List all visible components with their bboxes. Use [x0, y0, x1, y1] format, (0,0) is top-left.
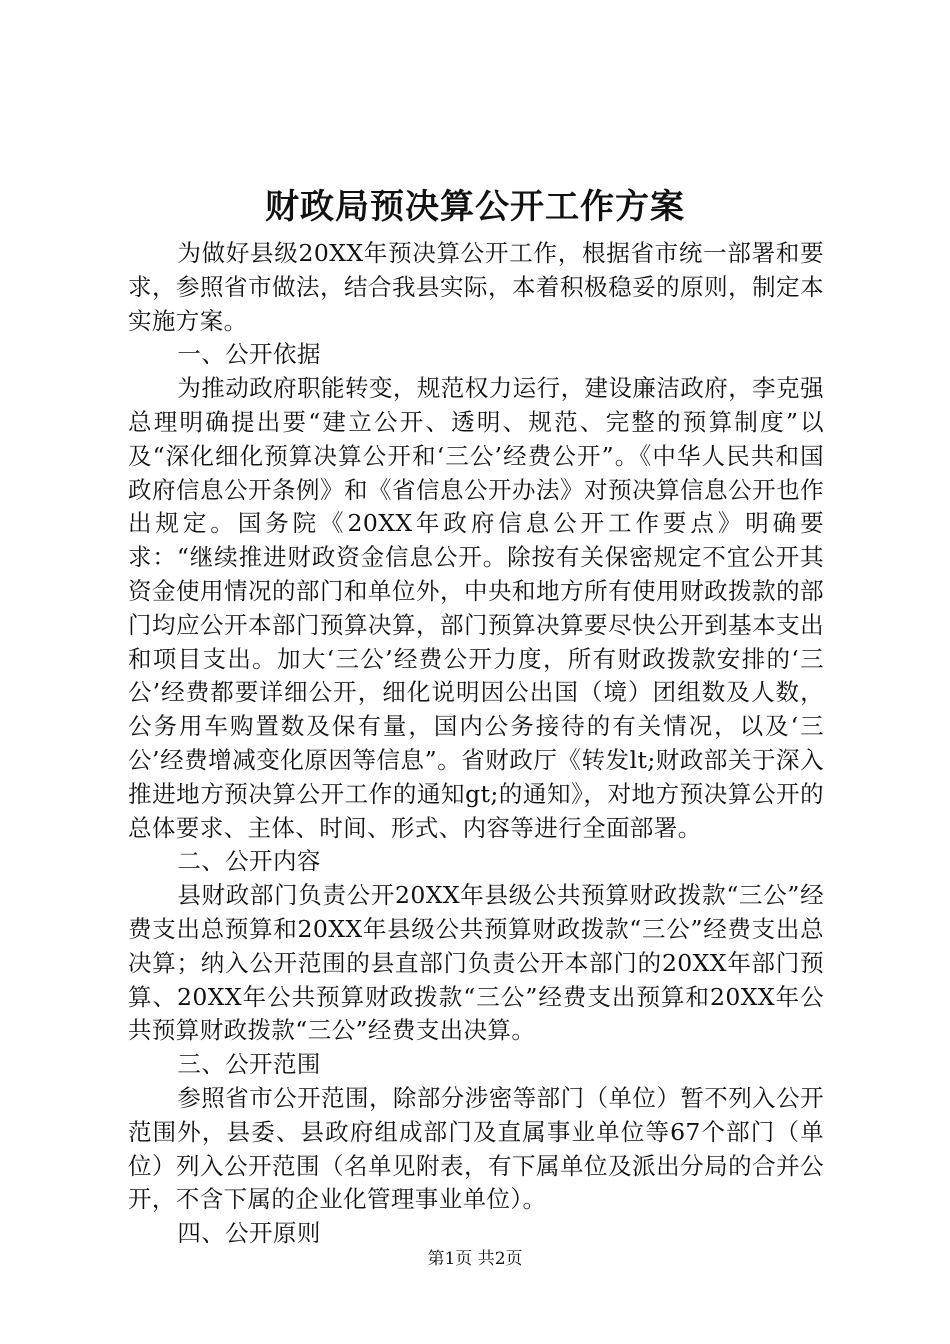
section-heading-basis: 一、公开依据: [177, 340, 321, 369]
document-title: 财政局预决算公开工作方案: [265, 187, 685, 227]
intro-paragraph: 为做好县级20XX年预决算公开工作，根据省市统一部署和要求，参照省市做法，结合我县实际，本着积极稳妥的原则，制定本实施方案。: [128, 239, 824, 335]
page-number-footer: 第1页 共2页: [427, 1249, 523, 1269]
section-paragraph-basis: 为推动政府职能转变，规范权力运行，建设廉洁政府，李克强总理明确提出要“建立公开、透明、规范、完整的预算制度”以及“深化细化预算决算公开和‘三公’经费公开”。《中华人民共和国政府信息公开条例》和《省信息公开办法》对预决算信息公开也作出规定。国务院《20XX年政府信息公开工作要点》明确要求：“继续推进财政资金信息公开。除按有关保密规定不宜公开其资金使用情况的部门和单位外，中央和地方所有使用财政拨款的部门均应公开本部门预算决算，部门预算决算要尽快公开到基本支出和项目支出。加大‘三公’经费公开力度，所有财政拨款安排的‘三公’经费都要详细公开，细化说明因公出国（境）团组数及人数，公务用车购置数及保有量，国内公务接待的有关情况，以及‘三公’经费增减变化原因等信息”。省财政厅《转发lt;财政部关于深入推进地方预决算公开工作的通知gt;的通知》，对地方预决算公开的总体要求、主体、时间、形式、内容等进行全面部署。: [128, 374, 824, 842]
section-paragraph-content: 县财政部门负责公开20XX年县级公共预算财政拨款“三公”经费支出总预算和20XX年县级公共预算财政拨款“三公”经费支出总决算；纳入公开范围的县直部门负责公开本部门的20XX年部门预算、20XX年公共预算财政拨款“三公”经费支出预算和20XX年公共预算财政拨款“三公”经费支出决算。: [128, 881, 824, 1045]
section-paragraph-scope: 参照省市公开范围，除部分涉密等部门（单位）暂不列入公开范围外，县委、县政府组成部门及直属事业单位等67个部门（单位）列入公开范围（名单见附表，有下属单位及派出分局的合并公开，不含下属的企业化管理事业单位）。: [128, 1083, 824, 1214]
section-heading-principles: 四、公开原则: [177, 1219, 321, 1248]
section-heading-content: 二、公开内容: [177, 847, 321, 876]
document-body: [128, 237, 824, 1251]
section-heading-scope: 三、公开范围: [177, 1050, 321, 1079]
